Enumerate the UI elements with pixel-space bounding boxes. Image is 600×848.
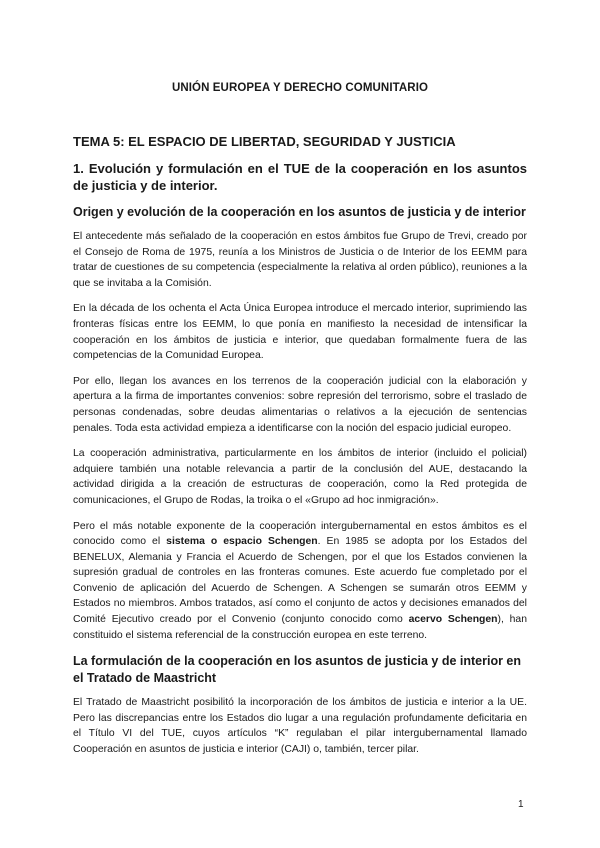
paragraph-cooperacion-judicial: Por ello, llegan los avances en los terrenos de la cooperación judicial con la elaboración y apertura a la firma de importantes convenios: sobre represión del terrorismo, sobre el traslado de personas condenadas, sobre deudas alimentarias o relativos a la ejecución de sentencias penales. Toda esta actividad empieza a identificarse con la noción del espacio judicial europeo. (73, 375, 527, 434)
paragraph-schengen (73, 519, 527, 644)
document-title: UNIÓN EUROPEA Y DERECHO COMUNITARIO (171, 82, 429, 94)
page-number: 1 (518, 799, 524, 810)
schengen-text-2: . En 1985 se adopta por los Estados del BENELUX, Alemania y Francia el Acuerdo de Schengen, por el que los Estados convienen la supresión gradual de controles en las fronteras comunes. Este acuerdo fue completado por el Convenio de aplicación del Acuerdo de Schengen. A Schengen se sumarán otros EEMM y Estados no miembros. Ambos tratados, así como el conjunto de actos y decisiones emanados del Comité Ejecutivo creado por el Convenio (conjunto conocido como (73, 536, 528, 626)
subsection-heading-origen: Origen y evolución de la cooperación en los asuntos de justicia y de interior (73, 205, 526, 219)
document-body (73, 134, 527, 768)
paragraph-cooperacion-administrativa: La cooperación administrativa, particularmente en los ámbitos de interior (incluido el policial) adquiere también una notable relevancia a partir de la conclusión del AUE, destacando la actividad dirigida a la creación de estructuras de cooperación, como la Red protegida de comunicaciones, el Grupo de Rodas, la troika o el «Grupo ad hoc inmigración». (73, 448, 527, 506)
tema-heading: TEMA 5: EL ESPACIO DE LIBERTAD, SEGURIDAD Y JUSTICIA (73, 134, 456, 149)
schengen-text-3: ), han constituido el sistema referencial de la construcción europea en este terreno. (73, 614, 527, 641)
paragraph-maastricht: El Tratado de Maastricht posibilitó la incorporación de los ámbitos de justicia e interior a la UE. Pero las discrepancias entre los Estados dio lugar a una regulación profundamente deficitaria en el Título VI del TUE, cuyos artículos “K” regulaban el pilar intergubernamental llamado Cooperación en asuntos de justicia e interior (CAJI) o, también, tercer pilar. (73, 697, 527, 756)
acervo-bold-term: acervo Schengen (408, 614, 498, 626)
schengen-text-1: Pero el más notable exponente de la cooperación intergubernamental en estos ámbitos es el conocido como el (73, 520, 527, 548)
paragraph-trevi: El antecedente más señalado de la cooperación en estos ámbitos fue Grupo de Trevi, creado por el Consejo de Roma de 1975, reunía a los Ministros de Justicia o de Interior de los EEMM para tratar de cuestiones de su competencia (especialmente la relativa al orden público), reuniones a la que se invitaba a la Comisión. (73, 231, 527, 289)
subsection-heading-maastricht: La formulación de la cooperación en los asuntos de justicia y de interior en el Tratado de Maastricht (73, 654, 522, 686)
paragraph-acta-unica: En la década de los ochenta el Acta Única Europea introduce el mercado interior, suprimiendo las fronteras físicas entre los EEMM, lo que ponía en manifiesto la necesidad de intensificar la cooperación en los ámbitos de justicia e interior, que quedaban formalmente fuera de las competencias de la Comunidad Europea. (73, 303, 527, 362)
schengen-bold-term: sistema o espacio Schengen (166, 536, 318, 548)
section-heading: 1. Evolución y formulación en el TUE de la cooperación en los asuntos de justicia y de interior. (73, 161, 527, 193)
